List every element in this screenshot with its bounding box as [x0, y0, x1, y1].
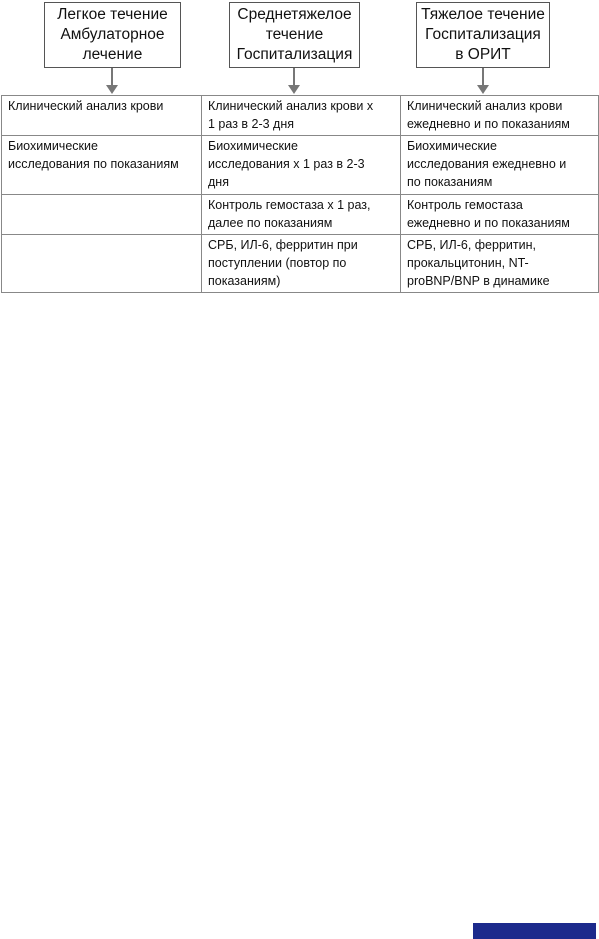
cell-line: показаниям)	[208, 274, 281, 288]
table-cell	[401, 96, 599, 136]
cell-line: по показаниям	[407, 175, 493, 189]
level-box-line: Среднетяжелое	[237, 6, 352, 23]
cell-line: 1 раз в 2-3 дня	[208, 117, 295, 131]
table-cell	[401, 235, 599, 293]
table-cell	[2, 235, 202, 293]
cell-line: Контроль гемостаза	[407, 198, 523, 212]
level-box-moderate	[229, 2, 360, 68]
cell-line: далее по показаниям	[208, 216, 333, 230]
footer-bar	[473, 923, 596, 939]
cell-line: Клинический анализ крови	[407, 99, 563, 113]
cell-line: дня	[208, 175, 229, 189]
cell-line: исследования ежедневно и	[407, 157, 567, 171]
cell-line: прокальцитонин, NT-	[407, 256, 529, 270]
cell-line: Контроль гемостаза х 1 раз,	[208, 198, 371, 212]
table-cell	[202, 195, 401, 235]
cell-line: СРБ, ИЛ-6, ферритин,	[407, 238, 536, 252]
level-box-line: в ОРИТ	[455, 46, 511, 63]
cell-line: Клинический анализ крови	[8, 99, 164, 113]
table-row	[2, 195, 599, 235]
level-box-line: Госпитализация	[425, 26, 541, 43]
table-cell	[202, 136, 401, 195]
cell-line: поступлении (повтор по	[208, 256, 347, 270]
level-box-line: Легкое течение	[57, 6, 168, 23]
cell-line: Биохимические	[208, 139, 298, 153]
cell-line: ежедневно и по показаниям	[407, 216, 570, 230]
table-cell	[401, 136, 599, 195]
cell-line: исследования по показаниям	[8, 157, 179, 171]
cell-line: Клинический анализ крови х	[208, 99, 374, 113]
down-arrow-icon	[106, 68, 118, 94]
cell-line: Биохимические	[8, 139, 98, 153]
level-box-line: Госпитализация	[236, 46, 353, 63]
table-cell	[401, 195, 599, 235]
level-box-line: лечение	[82, 46, 143, 63]
table-row	[2, 96, 599, 136]
cell-line: СРБ, ИЛ-6, ферритин при	[208, 238, 358, 252]
table-cell	[202, 235, 401, 293]
level-box-mild	[44, 2, 181, 68]
table-cell	[202, 96, 401, 136]
table-cell	[2, 96, 202, 136]
down-arrow-icon	[288, 68, 300, 94]
cell-line: ежедневно и по показаниям	[407, 117, 570, 131]
cell-line: Биохимические	[407, 139, 497, 153]
level-box-line: Амбулаторное	[60, 26, 165, 43]
level-box-severe	[416, 2, 550, 68]
lab-tests-table	[1, 95, 599, 293]
table-cell	[2, 136, 202, 195]
cell-line: исследования х 1 раз в 2-3	[208, 157, 365, 171]
level-box-line: течение	[265, 26, 324, 43]
table-cell	[2, 195, 202, 235]
down-arrow-icon	[477, 68, 489, 94]
cell-line: proBNP/BNP в динамике	[407, 274, 550, 288]
level-box-line: Тяжелое течение	[421, 6, 545, 23]
table-row	[2, 136, 599, 195]
table-row	[2, 235, 599, 293]
